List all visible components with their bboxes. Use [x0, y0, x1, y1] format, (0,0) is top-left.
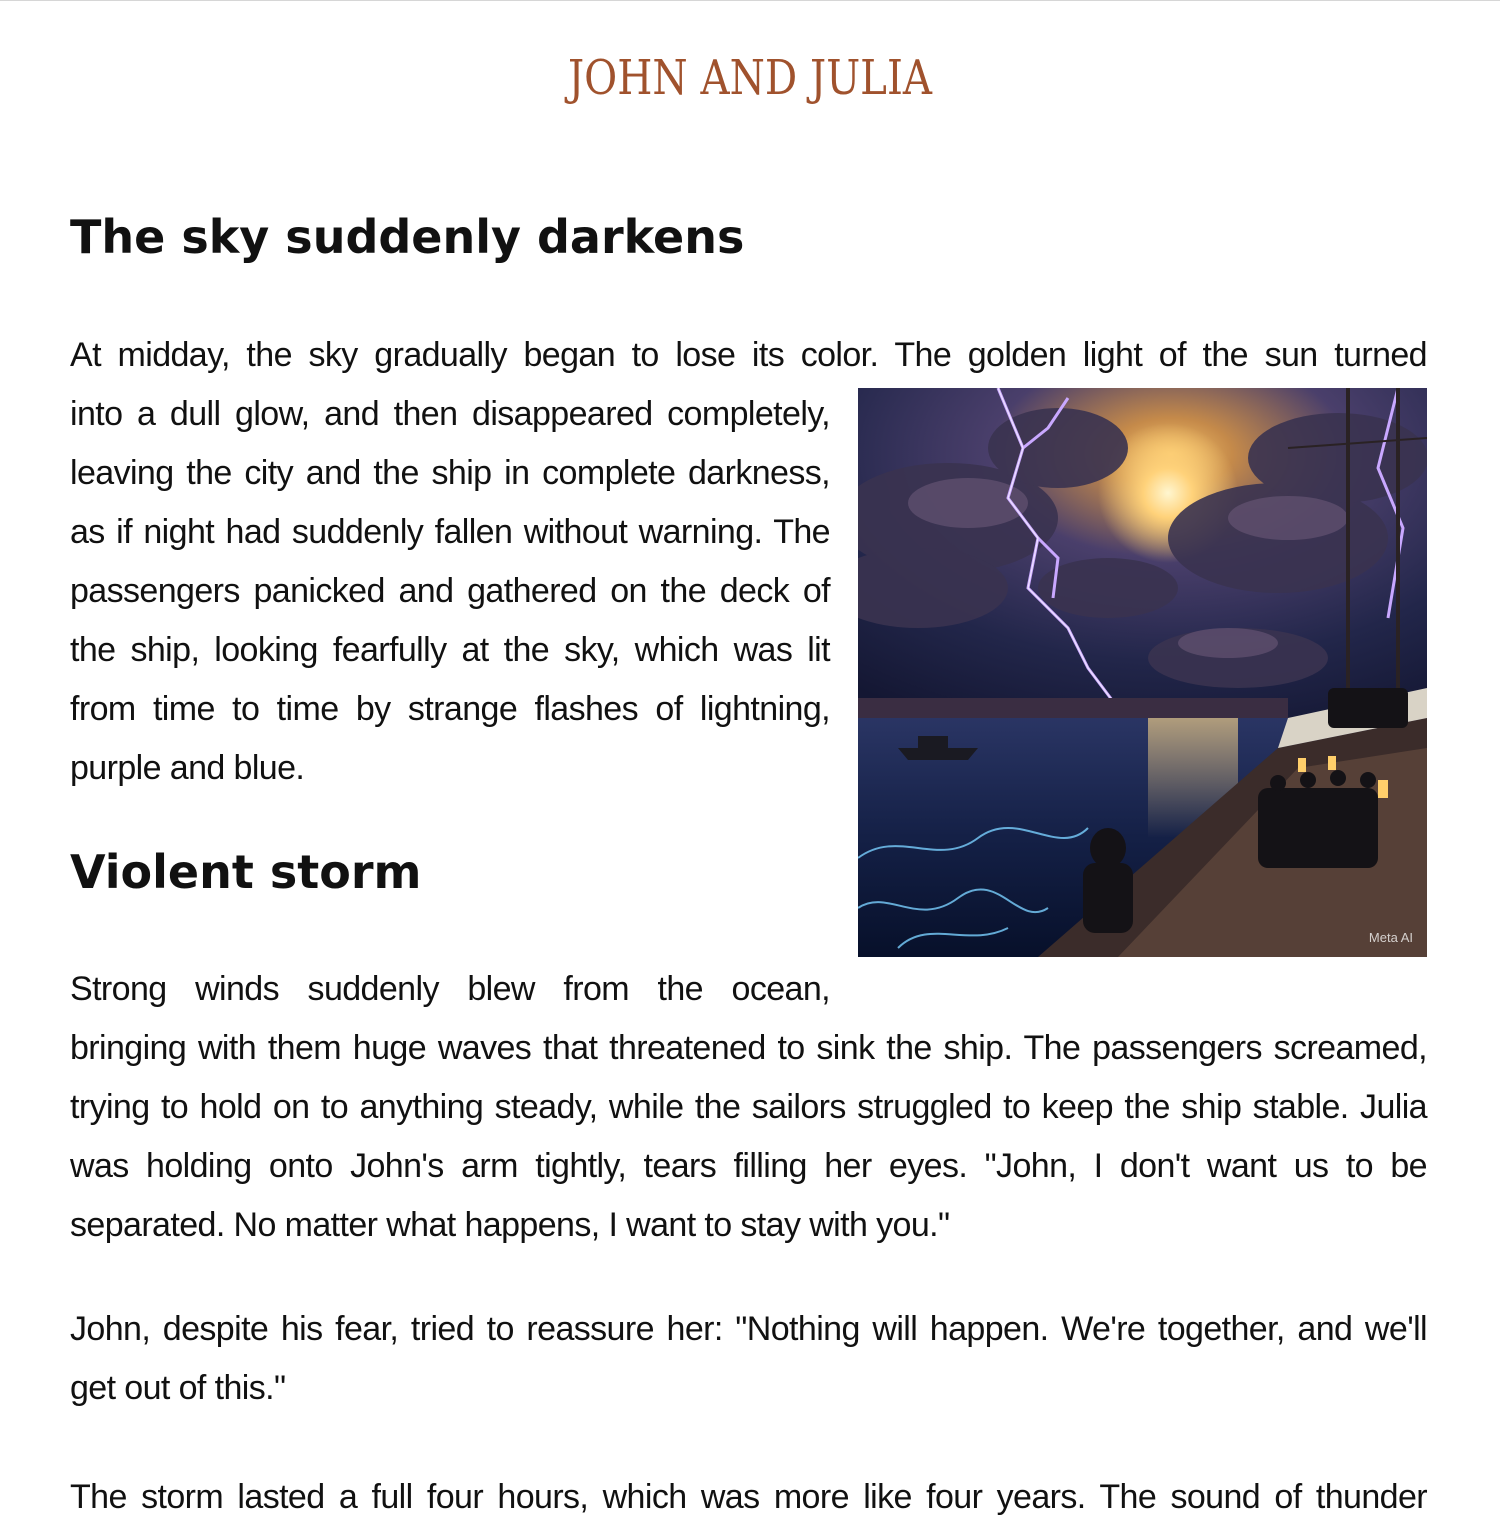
- paragraph-body: bringing with them huge waves that threatened to sink the ship. The passengers screamed, trying to hold on to anything steady, while the sailors struggled to keep the ship stable. Julia was holding onto John's arm tightly, tears filling her eyes. "John, I don't want us to be separated. No matter what happens, I want to stay with you.": [70, 1029, 1427, 1244]
- paragraph-reassure: John, despite his fear, tried to reassure her: "Nothing will happen. We're together, and we'll get out of this.": [70, 1310, 1427, 1407]
- paragraph-line: At midday, the sky gradually began to lose its color. The golden light of the sun turned: [70, 336, 1427, 374]
- storm-illustration: [858, 388, 1427, 957]
- paragraph-body: into a dull glow, and then disappeared completely, leaving the city and the ship in complete darkness, as if night had suddenly fallen without warning. The passengers panicked and gathered on the deck of the ship, looking fearfully at the sky, which was lit from time to time by strange flashes of lightning, purple and blue.: [70, 395, 830, 787]
- paragraph-strong-winds: [70, 960, 1427, 1255]
- site-title[interactable]: JOHN AND JULIA: [568, 50, 932, 106]
- storm-ship-image: [858, 388, 1427, 957]
- paragraph-line: Strong winds suddenly blew from the ocean,: [70, 970, 830, 1008]
- top-divider: [0, 0, 1500, 1]
- paragraph-storm-lasted: The storm lasted a full four hours, which was more like four years. The sound of thunder: [70, 1478, 1427, 1516]
- section-heading-sky-darkens: The sky suddenly darkens: [70, 210, 745, 264]
- image-watermark: Meta AI: [1368, 930, 1413, 945]
- section-heading-violent-storm: Violent storm: [70, 845, 422, 899]
- city-skyline: [858, 698, 1288, 718]
